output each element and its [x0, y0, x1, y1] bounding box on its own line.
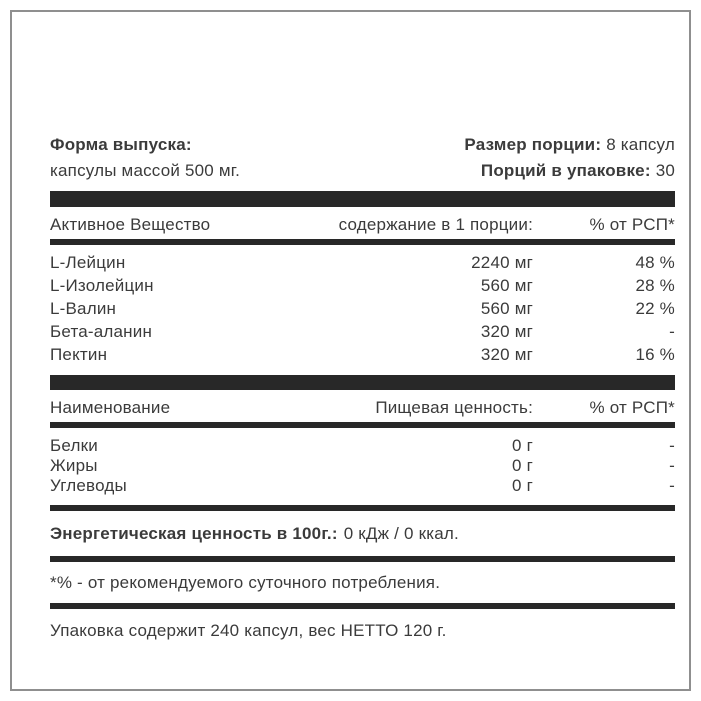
ingredient-rsp: 16 % [635, 345, 675, 364]
nutrition-table-body [50, 428, 675, 505]
ingredient-rsp: 48 % [635, 253, 675, 272]
nutrition-table-header [50, 390, 675, 422]
serving-size-value: 8 капсул [606, 135, 675, 154]
ingredient-amount: 320 мг [480, 322, 533, 341]
label-frame [10, 10, 691, 691]
ingredient-name: L-Изолейцин [50, 276, 154, 295]
active-header-rsp: % от РСП* [589, 215, 675, 234]
ingredient-name: Пектин [50, 345, 108, 364]
ingredient-name: L-Лейцин [50, 253, 126, 272]
ingredient-rsp: - [669, 322, 675, 341]
table-row [50, 456, 675, 476]
energy-value-line [50, 511, 675, 556]
rsp-footnote: *% - от рекомендуемого суточного потребления. [50, 573, 441, 592]
ingredient-amount: 560 мг [480, 276, 533, 295]
active-table-header [50, 207, 675, 239]
table-row [50, 320, 675, 343]
active-header-amount: содержание в 1 порции: [338, 215, 533, 234]
nutrition-header-name: Наименование [50, 398, 171, 417]
active-header-name: Активное Вещество [50, 215, 211, 234]
nutrient-amount: 0 г [512, 456, 533, 475]
energy-label: Энергетическая ценность в 100г.: [50, 524, 338, 543]
servings-per-pack-label: Порций в упаковке: [480, 161, 651, 180]
nutrition-header-rsp: % от РСП* [589, 398, 675, 417]
active-table-body [50, 245, 675, 375]
serving-info-block [464, 132, 675, 184]
top-info-block [50, 132, 675, 184]
serving-size-label: Размер порции: [464, 135, 602, 154]
supplement-facts-label [50, 132, 675, 641]
nutrient-rsp: - [669, 476, 675, 495]
nutrient-rsp: - [669, 436, 675, 455]
nutrient-name: Жиры [50, 456, 98, 475]
servings-per-pack-line [464, 158, 675, 184]
release-form-label: Форма выпуска: [50, 135, 192, 154]
ingredient-amount: 2240 мг [471, 253, 533, 272]
ingredient-amount: 320 мг [480, 345, 533, 364]
serving-size-line [464, 132, 675, 158]
table-row [50, 343, 675, 366]
nutrient-rsp: - [669, 456, 675, 475]
release-form-block [50, 132, 240, 184]
energy-value: 0 кДж / 0 ккал. [343, 524, 459, 543]
ingredient-rsp: 22 % [635, 299, 675, 318]
ingredient-name: Бета-аланин [50, 322, 153, 341]
divider-bar-top [50, 191, 675, 207]
package-info: Упаковка содержит 240 капсул, вес НЕТТО 120 г. [50, 621, 447, 640]
ingredient-name: L-Валин [50, 299, 117, 318]
nutrient-amount: 0 г [512, 436, 533, 455]
nutrient-amount: 0 г [512, 476, 533, 495]
release-form-value: капсулы массой 500 мг. [50, 161, 240, 180]
table-row [50, 476, 675, 496]
table-row [50, 251, 675, 274]
nutrient-name: Белки [50, 436, 98, 455]
table-row [50, 436, 675, 456]
divider-bar-middle [50, 375, 675, 390]
servings-per-pack-value: 30 [655, 161, 675, 180]
table-row [50, 297, 675, 320]
ingredient-amount: 560 мг [480, 299, 533, 318]
table-row [50, 274, 675, 297]
nutrient-name: Углеводы [50, 476, 127, 495]
nutrition-header-value: Пищевая ценность: [375, 398, 533, 417]
ingredient-rsp: 28 % [635, 276, 675, 295]
